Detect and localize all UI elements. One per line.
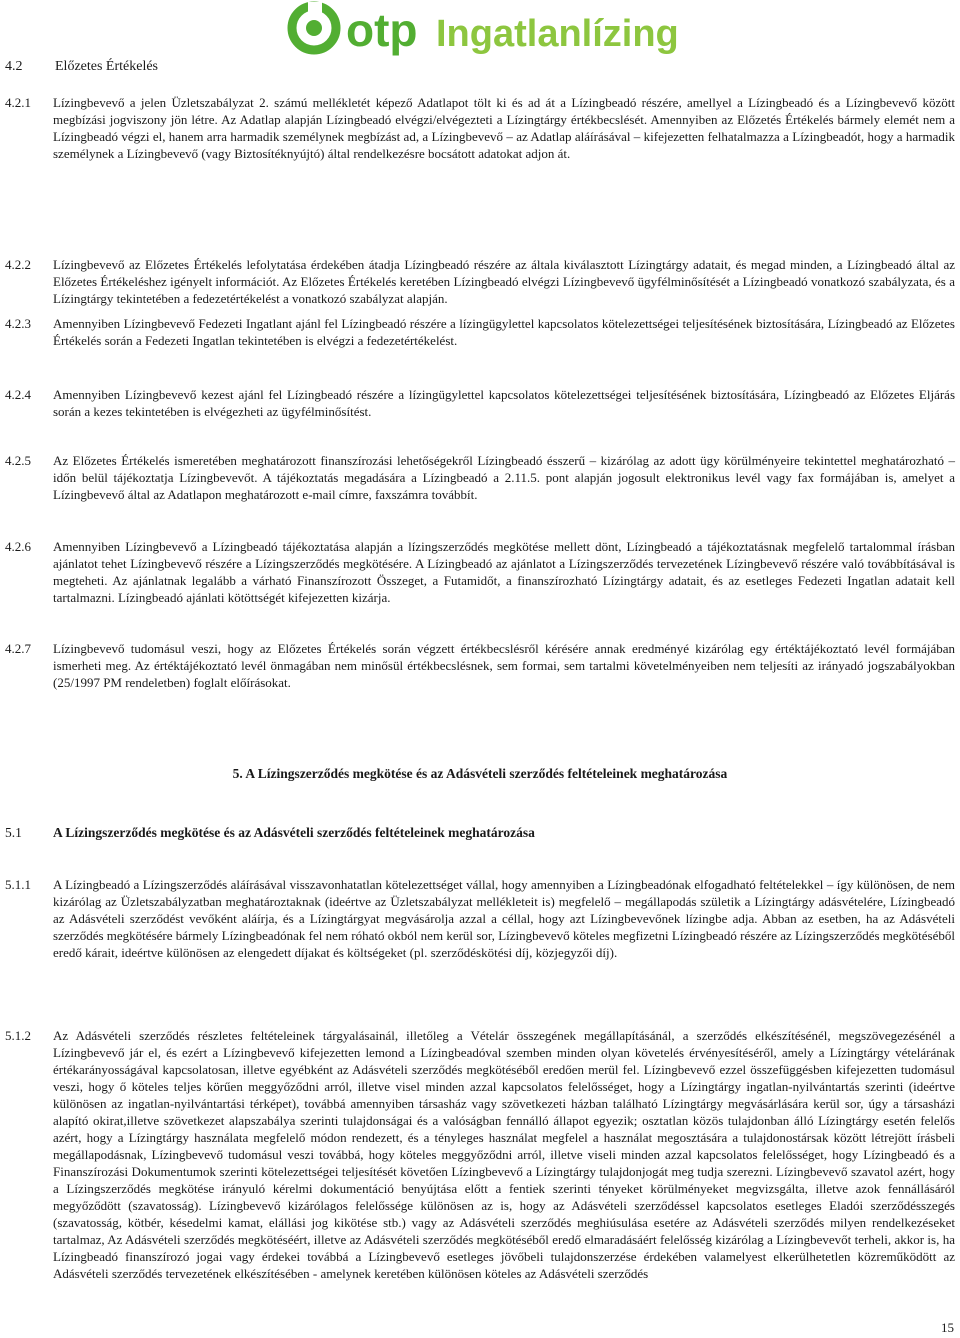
paragraph-number: 5.1.1	[5, 877, 31, 892]
paragraph-number: 4.2.6	[5, 539, 31, 554]
paragraph-text: Az Adásvételi szerződés részletes feltételeinek tárgyalásainál, illetőleg a Vételár összegének megállapításánál, a szerződés elkészítésénél, megszövegezésénél a Lízingbevevő jár el, és ezért a Lízingbevevő kifejezetten lemond a Lízingbeadóval szemben minden olyan követelés érvényesítéséről, amely a Lízingtárgy vételárának értékarányosságával kapcsolatosan, illetve egyébként az Adásvételi szerződés megkötéséből eredően merül fel. Lízingbevevő ezzel összefüggésben kifejezetten tudomásul veszi, hogy ő köteles teljes körűen meggyőződni arról, illetve visel minden azzal kapcsolatos felelősséget, hogy a Lízingtárgy ingatlan-nyilvántartás szerinti (ideértve különösen az ingatlan-nyilvántartási térképet), továbbá amennyiben társasház vagy szövetkezeti házban található Lízingtárgy megvásárlására kerül sor, úgy a társasházi alapító okirat,illetve szövetkezet alapszabálya szerinti tulajdonságai és a valóságban fennálló állapot egyezik; osztatlan közös tulajdonban álló Lízingtárgy esetén felelős azért, hogy a Lízingtárgy használata megfelelő módon rendezett, és a tényleges használat megfelel a használat megosztására a tulajdonostársak között létrejött írásbeli megállapodásnak, Lízingbevevő tudomásul veszi továbbá, hogy köteles meggyőződni arról, illetve viseli minden azzal kapcsolatos felelősséget, hogy Lízingbeadó és a Finanszírozási Dokumentumok szerinti kötelezettségei teljesítését követően Lízingbevevő a Lízingtárgy tulajdonjogát meg tudja szerezni. Lízingbevevő szavatol azért, hogy a Lízingszerződés megkötése irányuló kérelmi dokumentáció benyújtása előtt a fentiek szerinti tényeket körülményeket megvizsgálta, illetve azok fennállásáról megyőződött (szavatosság). Lízingbevevő kizárólagos felelőssége különösen az is, hogy az Adásvételi szerződéssel kapcsolatos esetleges Eladói szerződésszegés (szavatosság, kötbér, késedelmi kamat, elállási jog kikötése stb.) vagy az Adásvételi szerződés meghiúsulása esetére az Adásvételi szerződés milyen rendelkezéseket tartalmaz, Az Adásvételi szerződés megkötéséért, illetve az Adásvételi szerződés megkötéséből eredő elmaradásáért felelősség kizárólag a Lízingbevevőt terheli, akkor is, ha Lízingbeadó finanszírozó jogai vagy érdekei továbbá a Lízingbevevő esetleges jövőbeli tulajdonszerzése érdekében valamelyest elkerülhetetlen közreműködött az Adásvételi szerződés tervezetének elkészítésében - amelynek keretében különösen köteles az Adásvételi szerződés	[53, 1028, 955, 1281]
paragraph-number: 4.2.1	[5, 95, 31, 110]
paragraph-4-2-6	[5, 538, 955, 606]
subsection-heading	[5, 824, 535, 841]
paragraph-number: 4.2.3	[5, 316, 31, 331]
section-heading	[5, 58, 158, 75]
otp-ingatlanlizing-logo	[284, 0, 684, 62]
subsection-title: A Lízingszerződés megkötése és az Adásvételi szerződés feltételeinek meghatározása	[53, 825, 535, 840]
paragraph-text: A Lízingbeadó a Lízingszerződés aláírásával visszavonhatatlan kötelezettséget vállal, hogy amennyiben a Lízingbeadónak elfogadható feltételekkel – így különösen, de nem kizárólag az Üzletszabályzatban meghatároztaknak (ideértve az Üzletszabályzat mellékleteit is) megfelelő – megállapodás születik a Lízingtárgy adásvételére, Lízingbeadó az Adásvételi szerződést vevőként aláírja, és a Lízingtárgyat megvásárolja azzal a céllal, hogy azt Lízingbevevőnek lízingbe adja. Abban az esetben, ha az Adásvételi szerződés megkötésére bármely Lízingbeadónak fel nem róható okból nem kerül sor, Lízingbevevő köteles megfizetni Lízingbeadó részére az Lízingszerződés megkötéséből eredő kárait, ideértve különösen az elengedett díjakat és költségeket (pl. szerződéskötési díj, közjegyzői díj).	[53, 877, 955, 960]
paragraph-number: 4.2.7	[5, 641, 31, 656]
logo-product-text: Ingatlanlízing	[436, 13, 679, 55]
paragraph-4-2-1	[5, 94, 955, 162]
otp-brand-mark-icon	[292, 2, 336, 50]
paragraph-4-2-4	[5, 386, 955, 420]
chapter-title: 5. A Lízingszerződés megkötése és az Adásvételi szerződés feltételeinek meghatározása	[232, 766, 728, 781]
logo-brand-text: otp	[346, 4, 418, 56]
paragraph-text: Lízingbevevő tudomásul veszi, hogy az Előzetes Értékelés során végzett értékbecslésről kérésére annak eredményé kizárólag egy értéktájékoztató levél formájában ismerheti meg. Az értéktájékoztató levél önmagában nem minősül értékbecslésnek, sem formai, sem tartalmi követelményeiben nem teljesíti az irányadó jogszabályokban (25/1997 PM rendeletben) foglalt előírásokat.	[53, 641, 955, 690]
paragraph-text: Lízingbevevő az Előzetes Értékelés lefolytatása érdekében átadja Lízingbeadó részére az általa kiválasztott Lízingtárgy adatait, és megad minden, a Lízingbeadó által az Előzetes Értékeléshez igényelt információt. Az Előzetes Értékelés keretében Lízingbeadó elvégzi Lízingbevevő ügyfélminősítését a Lízingbeadó vonatkozó szabályzata, és a Lízingtárgy tekintetében a fedezetértékelést a vonatkozó szabályzat alapján.	[53, 257, 955, 306]
paragraph-5-1-1	[5, 876, 955, 961]
paragraph-text: Az Előzetes Értékelés ismeretében meghatározott finanszírozási lehetőségekről Lízingbeadó ésszerű – kizárólag az adott ügy körülményeire tekintettel meghatározható – időn belül tájékoztatja Lízingbevevőt. A tájékoztatás megadására a Lízingbeadó a 2.11.5. pont alapján jogosult elektronikus levél vagy fax formájában is, amelyet a Lízingbevevő által az Adatlapon meghatározott e-mail címre, faxszámra továbbít.	[53, 453, 955, 502]
paragraph-number: 4.2.5	[5, 453, 31, 468]
heading-title: Előzetes Értékelés	[55, 59, 159, 74]
paragraph-4-2-5	[5, 452, 955, 503]
paragraph-4-2-2	[5, 256, 955, 307]
paragraph-text: Amennyiben Lízingbevevő Fedezeti Ingatlant ajánl fel Lízingbeadó részére a lízingügylettel kapcsolatos kötelezettségei teljesítésének biztosítására, Lízingbeadó az Előzetes Értékelés során a Fedezeti Ingatlan tekintetében is elvégzi a fedezetértékelést.	[53, 316, 955, 348]
paragraph-text: Amennyiben Lízingbevevő a Lízingbeadó tájékoztatása alapján a lízingszerződés megkötése mellett dönt, Lízingbeadó a tájékoztatásnak megfelelő tartalommal írásban ajánlatot tehet Lízingbevevő részére a Lízingszerződés megkötésére. A Lízingbeadó az ajánlatot a Lízingszerződés tervezetének Lízingbevevő részére való továbbításával is megteheti. Az ajánlatnak legalább a várható Finanszírozott Összeget, a Futamidőt, a finanszírozható Lízingtárgy adatait, és az esetleges Fedezeti Ingatlan adatait kell tartalmazni. Lízingbeadó ajánlati kötöttségét kifejezetten kizárja.	[53, 539, 955, 605]
paragraph-number: 4.2.2	[5, 257, 31, 272]
paragraph-4-2-7	[5, 640, 955, 691]
page-number: 15	[941, 1320, 954, 1335]
paragraph-text: Lízingbevevő a jelen Üzletszabályzat 2. számú mellékletét képező Adatlapot tölt ki és ad át a Lízingbeadó részére, amellyel a Lízingbeadó és a Lízingbevevő között megbízási jogviszony jön létre. Az Adatlap alapján Lízingbeadó elvégzi/elvégezteti a Lízingtárgy értékbecslését. Amennyiben az Előzetés Értékelés bármely elemét nem a Lízingbeadó végzi el, hanem arra harmadik személynek megbízást ad, a Lízingbevevő – az Adatlap aláírásával – kifejezetten felhatalmazza a Lízingbeadót, hogy a harmadik személynek a Lízingbevevő (vagy Biztosítéknyújtó) által rendelkezésre bocsátott adatokat adjon át.	[53, 95, 955, 161]
heading-number: 4.2	[5, 59, 23, 74]
paragraph-5-1-2	[5, 1027, 955, 1282]
paragraph-number: 5.1.2	[5, 1028, 31, 1043]
paragraph-4-2-3	[5, 315, 955, 349]
paragraph-number: 4.2.4	[5, 387, 31, 402]
subsection-number: 5.1	[5, 825, 22, 840]
paragraph-text: Amennyiben Lízingbevevő kezest ajánl fel Lízingbeadó részére a lízingügylettel kapcsolatos kötelezettségei teljesítésének biztosítására, Lízingbeadó az Előzetes Eljárás során a kezes tekintetében is elvégezheti az ügyfélminősítést.	[53, 387, 955, 419]
